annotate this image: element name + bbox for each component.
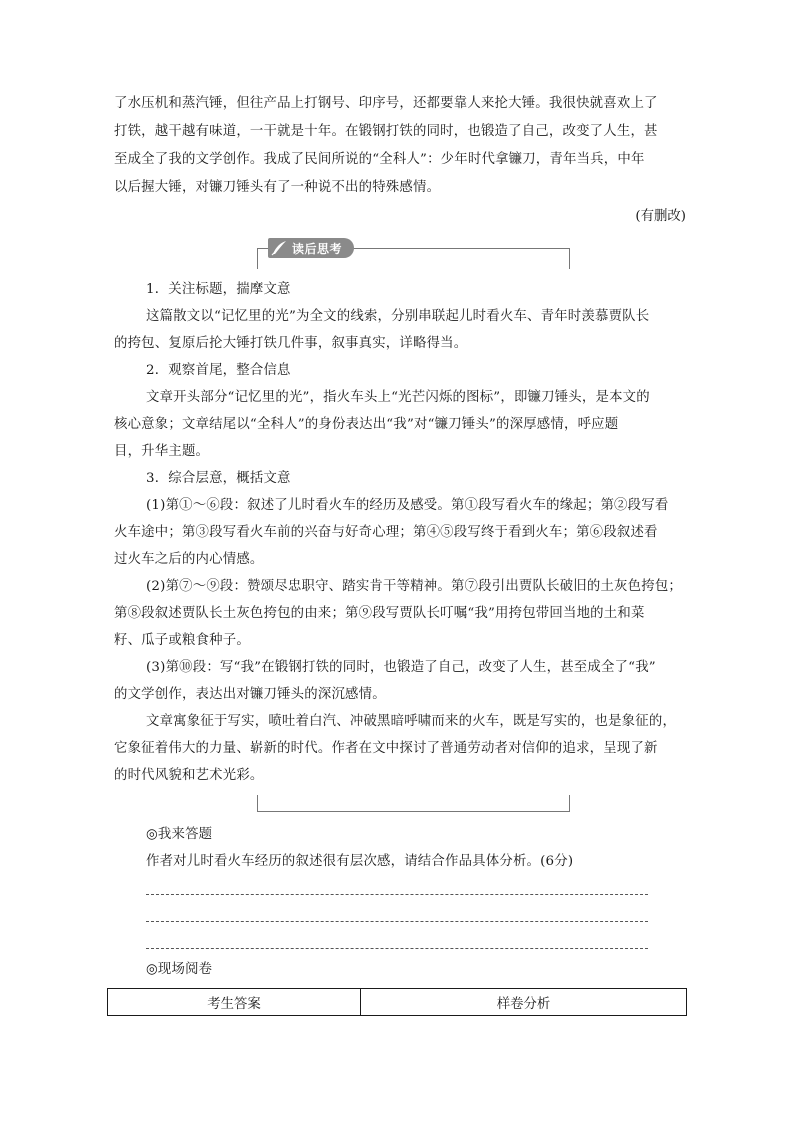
section-text: 它象征着伟大的力量、崭新的时代。作者在文中探讨了普通劳动者对信仰的追求，呈现了新 (114, 741, 658, 756)
section-text: 过火车之后的内心情感。 (114, 552, 264, 567)
section-text: 目，升华主题。 (114, 444, 210, 459)
answer-review-table (107, 988, 687, 1016)
section-text: 核心意象；文章结尾以“全科人”的身份表达出“我”对“镰刀锤头”的深厚感情，呼应题 (114, 417, 619, 432)
section-text: (2)第⑦～⑨段：赞颂尽忠职守、踏实肯干等精神。第⑦段引出贾队长破旧的土灰色挎包； (146, 579, 683, 594)
section-text: 这篇散文以“记忆里的光”为全文的线索，分别串联起儿时看火车、青年时羡慕贾队长 (146, 309, 650, 324)
review-heading: ◎现场阅卷 (146, 962, 213, 977)
answer-heading: ◎我来答题 (146, 827, 213, 842)
section-text: 的挎包、复原后抡大锤打铁几件事，叙事真实，详略得当。 (114, 336, 468, 351)
section-badge (268, 238, 354, 258)
answer-line[interactable] (146, 921, 648, 922)
section-text: 文章开头部分“记忆里的光”，指火车头上“光芒闪烁的图标”，即镰刀锤头，是本文的 (146, 390, 650, 405)
section-heading: 2．观察首尾，整合信息 (146, 363, 291, 378)
section-heading: 1．关注标题，揣摩文意 (146, 282, 291, 297)
section-text: (3)第⑩段：写“我”在锻钢打铁的同时，也锻造了自己，改变了人生，甚至成全了“我” (146, 660, 656, 675)
section-badge-label: 读后思考 (292, 241, 343, 256)
question-text: 作者对儿时看火车经历的叙述很有层次感，请结合作品具体分析。(6分) (146, 854, 574, 869)
answer-line[interactable] (146, 894, 648, 895)
section-frame-bottom (257, 795, 570, 812)
feather-icon (270, 239, 288, 257)
table-header-student-answer: 考生答案 (108, 989, 361, 1016)
section-text: 籽、瓜子或粮食种子。 (114, 633, 250, 648)
section-text: 第⑧段叙述贾队长土灰色挎包的由来；第⑨段写贾队长叮嘱“我”用挎包带回当地的土和菜 (114, 606, 645, 621)
passage-line: 了水压机和蒸汽锤，但往产品上打钢号、印序号，还都要靠人来抡大锤。我很快就喜欢上了 (114, 96, 658, 111)
section-heading: 3．综合层意，概括文意 (146, 471, 291, 486)
section-text: 的时代风貌和艺术光彩。 (114, 768, 264, 783)
passage-line: 以后握大锤，对镰刀锤头有了一种说不出的特殊感情。 (114, 180, 441, 195)
section-text: (1)第①～⑥段：叙述了儿时看火车的经历及感受。第①段写看火车的缘起；第②段写看 (146, 498, 669, 513)
table-header-sample-analysis: 样卷分析 (361, 989, 687, 1016)
edit-note: (有删改) (635, 209, 686, 224)
section-text: 文章寓象征于写实，喷吐着白汽、冲破黑暗呼啸而来的火车，既是写实的，也是象征的， (146, 714, 677, 729)
passage-line: 至成全了我的文学创作。我成了民间所说的“全科人”：少年时代拿镰刀，青年当兵，中年 (114, 152, 645, 167)
section-text: 的文学创作，表达出对镰刀锤头的深沉感情。 (114, 687, 386, 702)
answer-line[interactable] (146, 948, 648, 949)
passage-line: 打铁，越干越有味道，一干就是十年。在锻钢打铁的同时，也锻造了自己，改变了人生，甚 (114, 124, 658, 139)
section-text: 火车途中；第③段写看火车前的兴奋与好奇心理；第④⑤段写终于看到火车；第⑥段叙述看 (114, 525, 658, 540)
